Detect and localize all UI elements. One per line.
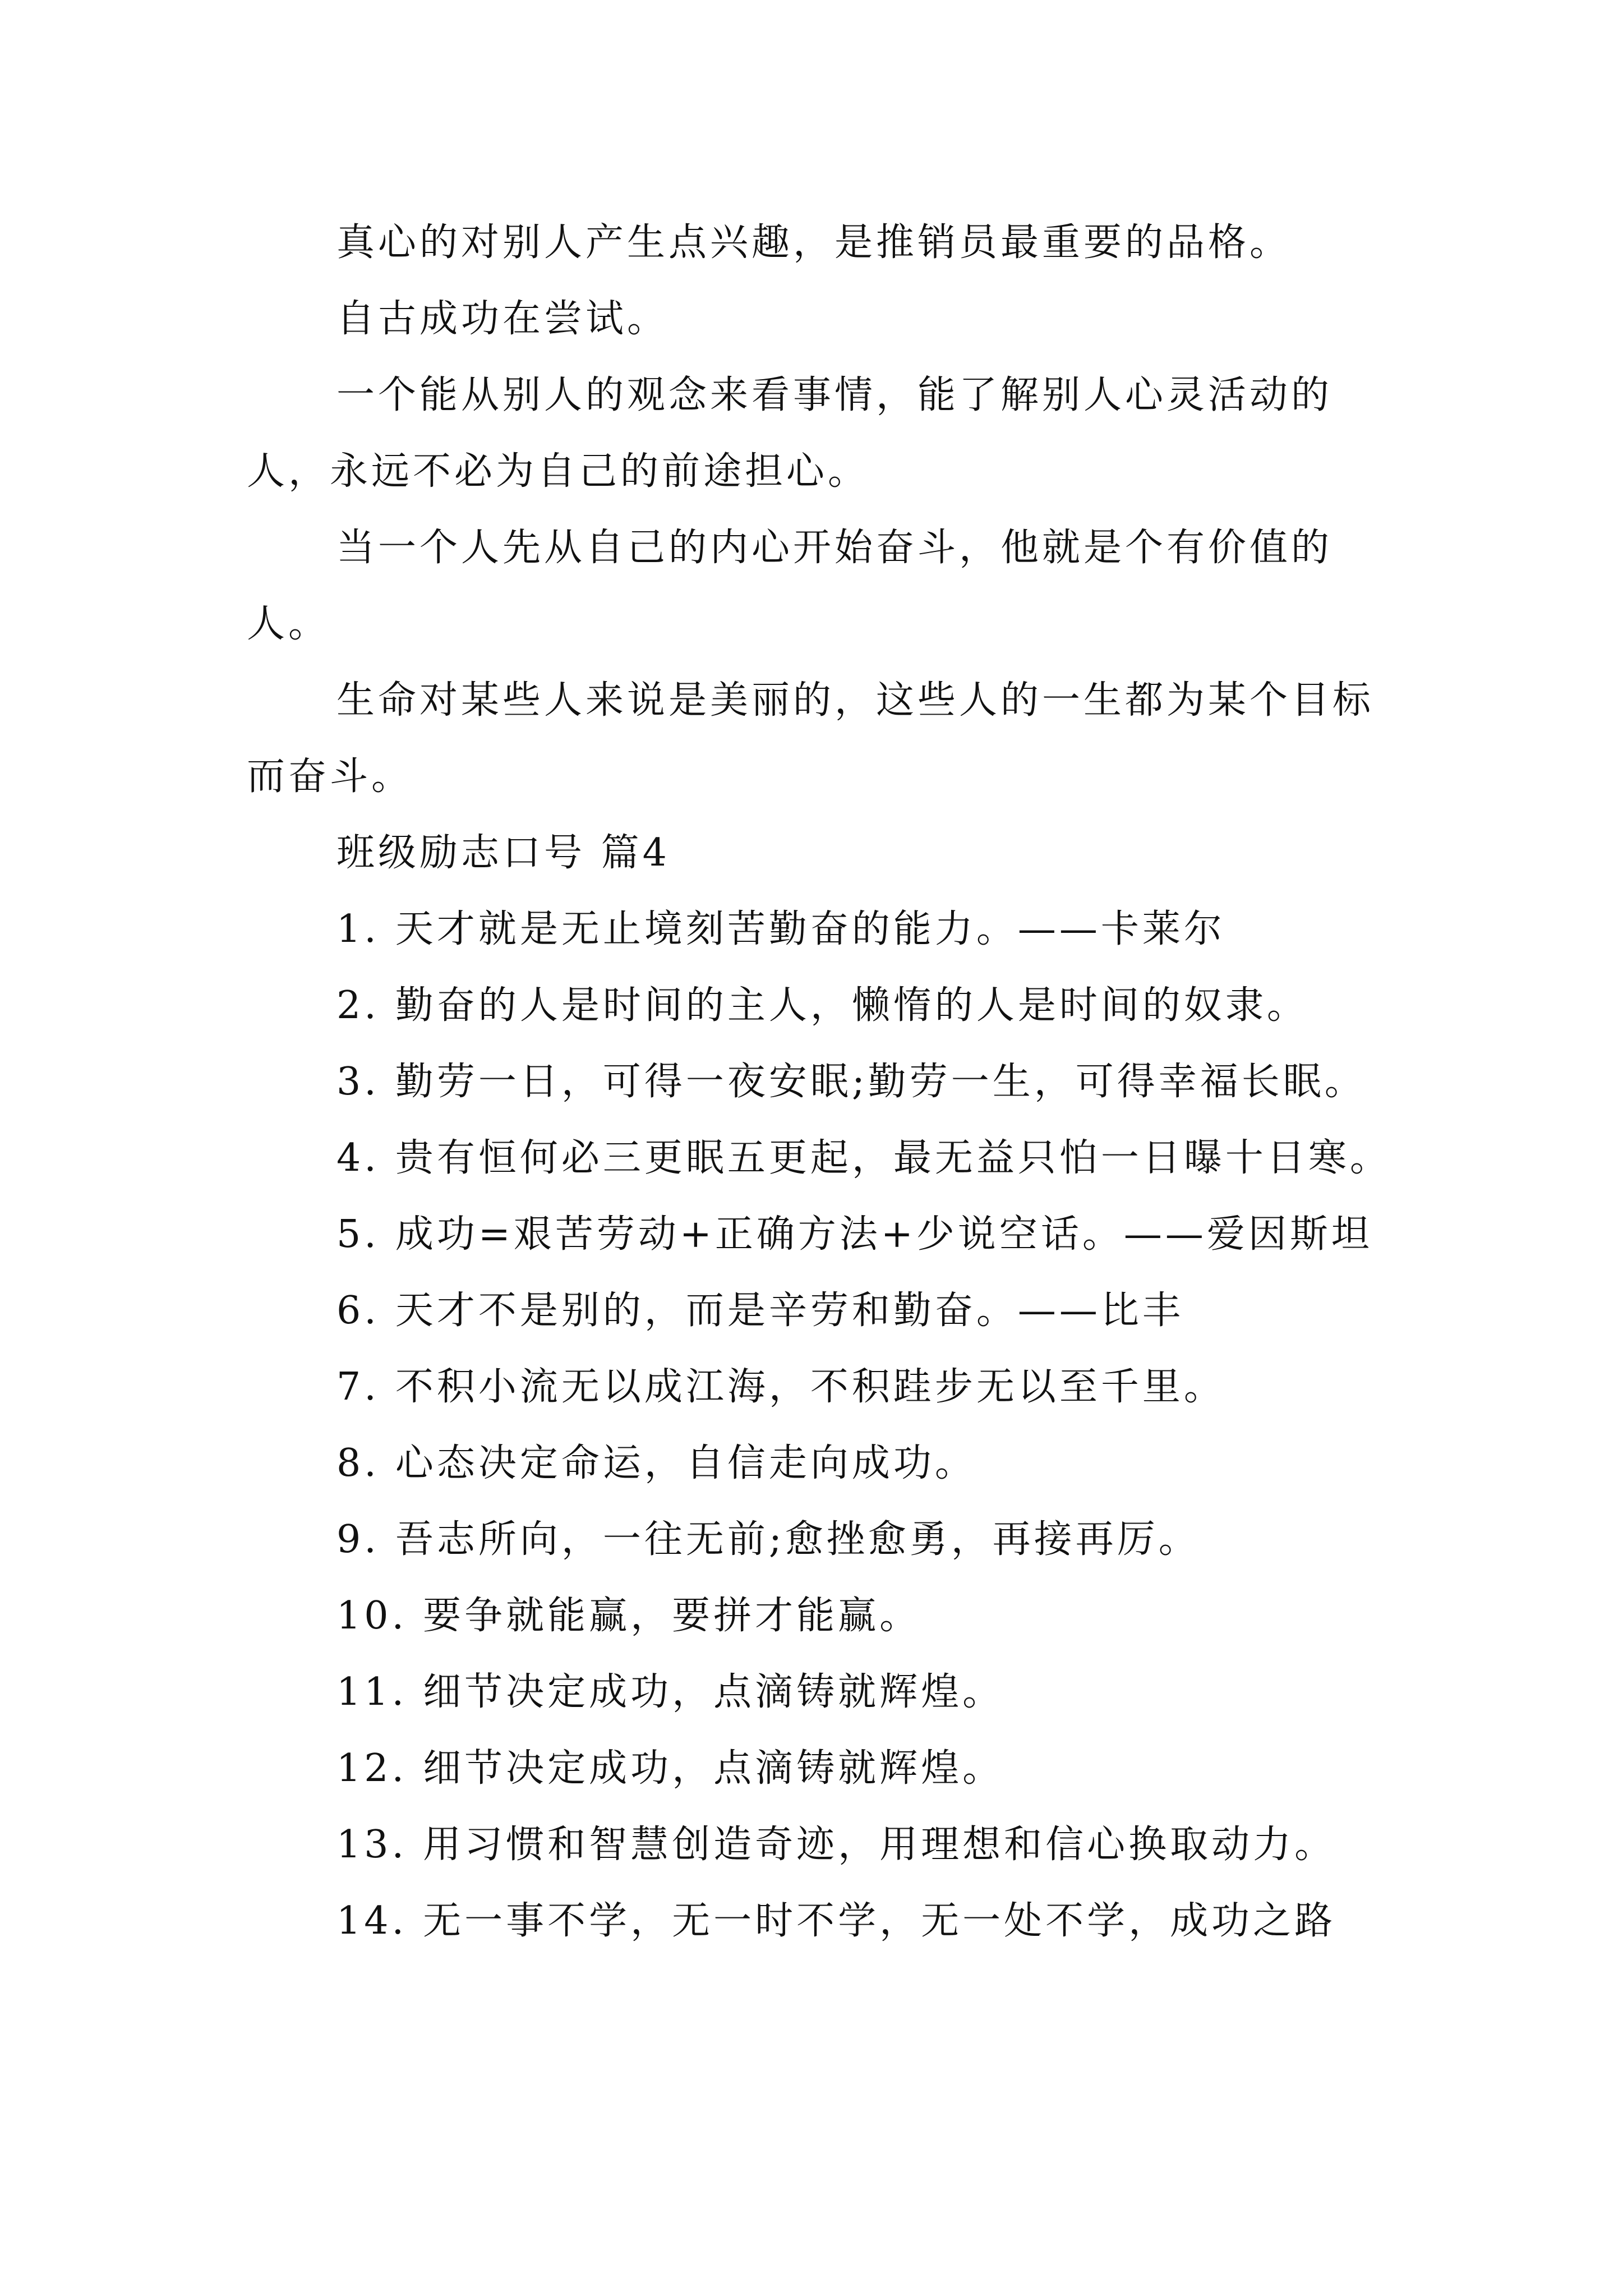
list-item-number: 6. bbox=[336, 1289, 380, 1333]
list-item bbox=[247, 1044, 1396, 1120]
paragraph: 自古成功在尝试。 bbox=[336, 297, 669, 341]
section-heading: 班级励志口号 篇4 bbox=[336, 831, 670, 875]
list-item-text: 无一事不学，无一时不学，无一处不学，成功之路 bbox=[423, 1899, 1336, 1943]
list-item bbox=[247, 1197, 1396, 1273]
paragraph: 一个能从别人的观念来看事情，能了解别人心灵活动的人，永远不必为自己的前途担心。 bbox=[247, 373, 1333, 494]
list-item bbox=[247, 1883, 1396, 1959]
list-item-text: 天才不是别的，而是辛劳和勤奋。——比丰 bbox=[395, 1289, 1184, 1333]
list-item-text: 天才就是无止境刻苦勤奋的能力。——卡莱尔 bbox=[395, 907, 1225, 951]
list-item bbox=[247, 1807, 1396, 1883]
list-item-text: 细节决定成功，点滴铸就辉煌。 bbox=[423, 1746, 1004, 1791]
list-item-number: 12. bbox=[336, 1746, 408, 1791]
list-item bbox=[247, 1502, 1396, 1578]
list-item-text: 心态决定命运，自信走向成功。 bbox=[395, 1441, 976, 1485]
list-item-text: 吾志所向，一往无前;愈挫愈勇，再接再厉。 bbox=[395, 1517, 1200, 1562]
list-item-text: 贵有恒何必三更眠五更起，最无益只怕一日曝十日寒。 bbox=[395, 1136, 1391, 1180]
list-item-number: 2. bbox=[336, 983, 380, 1028]
list-item-number: 7. bbox=[336, 1365, 380, 1409]
list-item-number: 1. bbox=[336, 907, 380, 951]
list-item-number: 8. bbox=[336, 1441, 380, 1485]
list-item bbox=[247, 1273, 1396, 1349]
list-item-number: 13. bbox=[336, 1823, 408, 1867]
list-item-number: 5. bbox=[336, 1212, 380, 1257]
list-item-number: 11. bbox=[336, 1670, 408, 1714]
list-item bbox=[247, 1578, 1396, 1654]
list-item-number: 4. bbox=[336, 1136, 380, 1180]
list-item-text: 要争就能赢，要拼才能赢。 bbox=[423, 1594, 921, 1638]
list-item-number: 10. bbox=[336, 1594, 408, 1638]
document-body bbox=[247, 205, 1396, 1959]
list-item bbox=[247, 1120, 1396, 1197]
list-item bbox=[247, 1425, 1396, 1502]
list-item-text: 勤奋的人是时间的主人，懒惰的人是时间的奴隶。 bbox=[395, 983, 1308, 1028]
list-item-number: 14. bbox=[336, 1899, 408, 1943]
list-item bbox=[247, 891, 1396, 968]
list-item bbox=[247, 1654, 1396, 1731]
list-item-text: 不积小流无以成江海，不积跬步无以至千里。 bbox=[395, 1365, 1225, 1409]
list-item-text: 用习惯和智慧创造奇迹，用理想和信心换取动力。 bbox=[423, 1823, 1336, 1867]
list-item bbox=[247, 1731, 1396, 1807]
list-item-number: 3. bbox=[336, 1060, 380, 1104]
list-item-text: 成功=艰苦劳动+正确方法+少说空话。——爱因斯坦 bbox=[395, 1212, 1373, 1257]
paragraph: 真心的对别人产生点兴趣，是推销员最重要的品格。 bbox=[336, 220, 1292, 265]
paragraph: 生命对某些人来说是美丽的，这些人的一生都为某个目标而奋斗。 bbox=[247, 678, 1375, 799]
list-item bbox=[247, 1349, 1396, 1425]
list-item bbox=[247, 968, 1396, 1044]
list-item-text: 细节决定成功，点滴铸就辉煌。 bbox=[423, 1670, 1004, 1714]
list-item-number: 9. bbox=[336, 1517, 380, 1562]
paragraph: 当一个人先从自己的内心开始奋斗，他就是个有价值的人。 bbox=[247, 526, 1333, 646]
list-item-text: 勤劳一日，可得一夜安眠;勤劳一生，可得幸福长眠。 bbox=[395, 1060, 1366, 1104]
